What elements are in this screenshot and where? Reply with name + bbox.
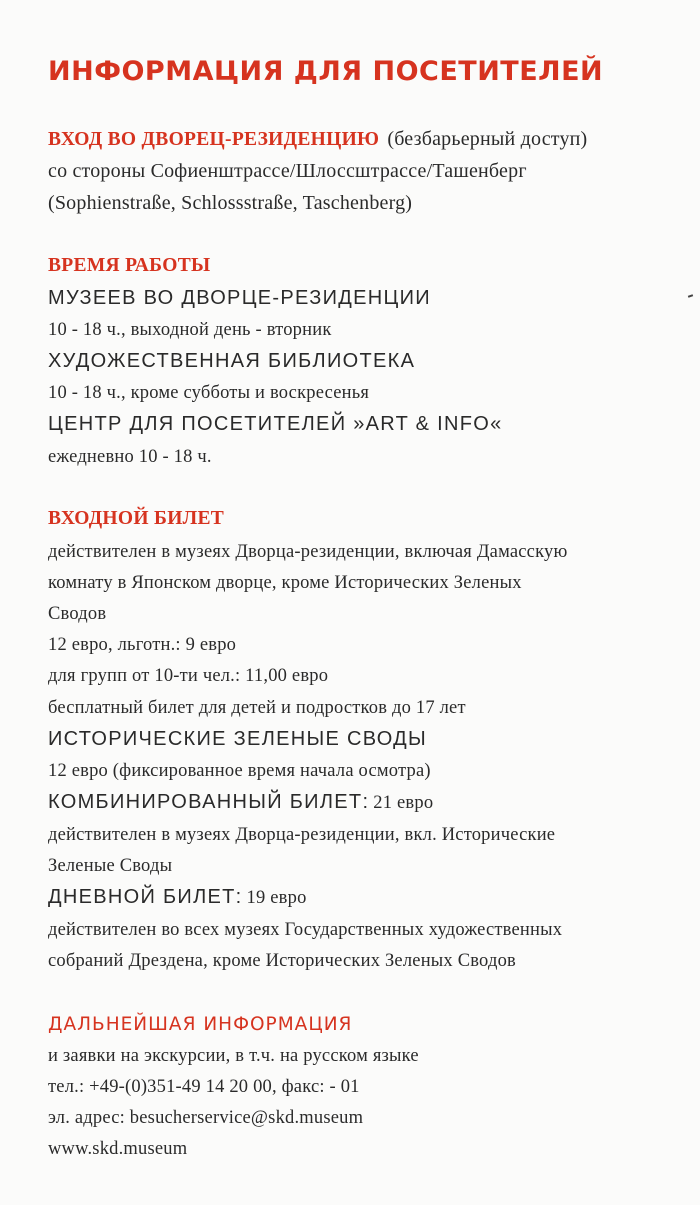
info-website[interactable]: www.skd.museum — [48, 1139, 188, 1159]
ticket-desc-line-2: комнату в Японском дворце, кроме Исторических Зеленых — [48, 573, 522, 593]
entrance-note: (безбарьерный доступ) — [387, 128, 588, 150]
ticket-desc-line-1: действителен в музеях Дворца-резиденции, включая Дамасскую — [48, 542, 568, 562]
info-phone: тел.: +49-(0)351-49 14 20 00, факс: - 01 — [48, 1077, 360, 1097]
day-price: 19 евро — [246, 888, 307, 908]
ticket-desc-line-3: Сводов — [48, 604, 107, 624]
ticket-price: 12 евро, льготн.: 9 евро — [48, 635, 237, 655]
vault-label: ИСТОРИЧЕСКИЕ ЗЕЛЕНЫЕ СВОДЫ — [48, 728, 427, 750]
library-hours: 10 - 18 ч., кроме субботы и воскресенья — [48, 383, 370, 403]
combo-desc-line-1: действителен в музеях Дворца-резиденции, вкл. Исторические — [48, 825, 556, 845]
combo-label: КОМБИНИРОВАННЫЙ БИЛЕТ: — [48, 791, 370, 813]
page-title: ИНФОРМАЦИЯ ДЛЯ ПОСЕТИТЕЛЕЙ — [48, 56, 604, 87]
info-email[interactable]: эл. адрес: besucherservice@skd.museum — [48, 1108, 364, 1128]
center-hours: ежедневно 10 - 18 ч. — [48, 447, 212, 467]
day-desc-line-1: действителен во всех музеях Государственных художественных — [48, 920, 563, 940]
museums-hours: 10 - 18 ч., выходной день - вторник — [48, 320, 332, 340]
day-ticket-line — [48, 886, 307, 909]
combo-ticket-line — [48, 791, 433, 814]
day-desc-line-2: собраний Дрездена, кроме Исторических Зеленых Сводов — [48, 951, 516, 971]
entrance-heading-line — [48, 128, 587, 151]
entrance-streets-ru: со стороны Софиенштрассе/Шлоссштрассе/Ташенберг — [48, 160, 527, 182]
info-line-1: и заявки на экскурсии, в т.ч. на русском языке — [48, 1046, 419, 1066]
entrance-heading: ВХОД ВО ДВОРЕЦ-РЕЗИДЕНЦИЮ — [48, 129, 380, 150]
ticket-heading: ВХОДНОЙ БИЛЕТ — [48, 508, 225, 529]
combo-desc-line-2: Зеленые Своды — [48, 856, 173, 876]
combo-price: 21 евро — [373, 793, 434, 813]
ticket-free: бесплатный билет для детей и подростков до 17 лет — [48, 698, 466, 718]
hours-heading: ВРЕМЯ РАБОТЫ — [48, 255, 211, 276]
day-label: ДНЕВНОЙ БИЛЕТ: — [48, 886, 243, 908]
library-label: ХУДОЖЕСТВЕННАЯ БИБЛИОТЕКА — [48, 350, 416, 372]
museums-label: МУЗЕЕВ ВО ДВОРЦЕ-РЕЗИДЕНЦИИ — [48, 287, 431, 309]
info-heading: ДАЛЬНЕЙШАЯ ИНФОРМАЦИЯ — [48, 1014, 353, 1035]
ticket-groups: для групп от 10-ти чел.: 11,00 евро — [48, 666, 329, 686]
margin-mark — [688, 294, 693, 298]
center-label: ЦЕНТР ДЛЯ ПОСЕТИТЕЛЕЙ »ART & INFO« — [48, 413, 503, 435]
entrance-streets-de: (Sophienstraße, Schlossstraße, Taschenberg) — [48, 192, 413, 214]
vault-price: 12 евро (фиксированное время начала осмотра) — [48, 761, 431, 781]
